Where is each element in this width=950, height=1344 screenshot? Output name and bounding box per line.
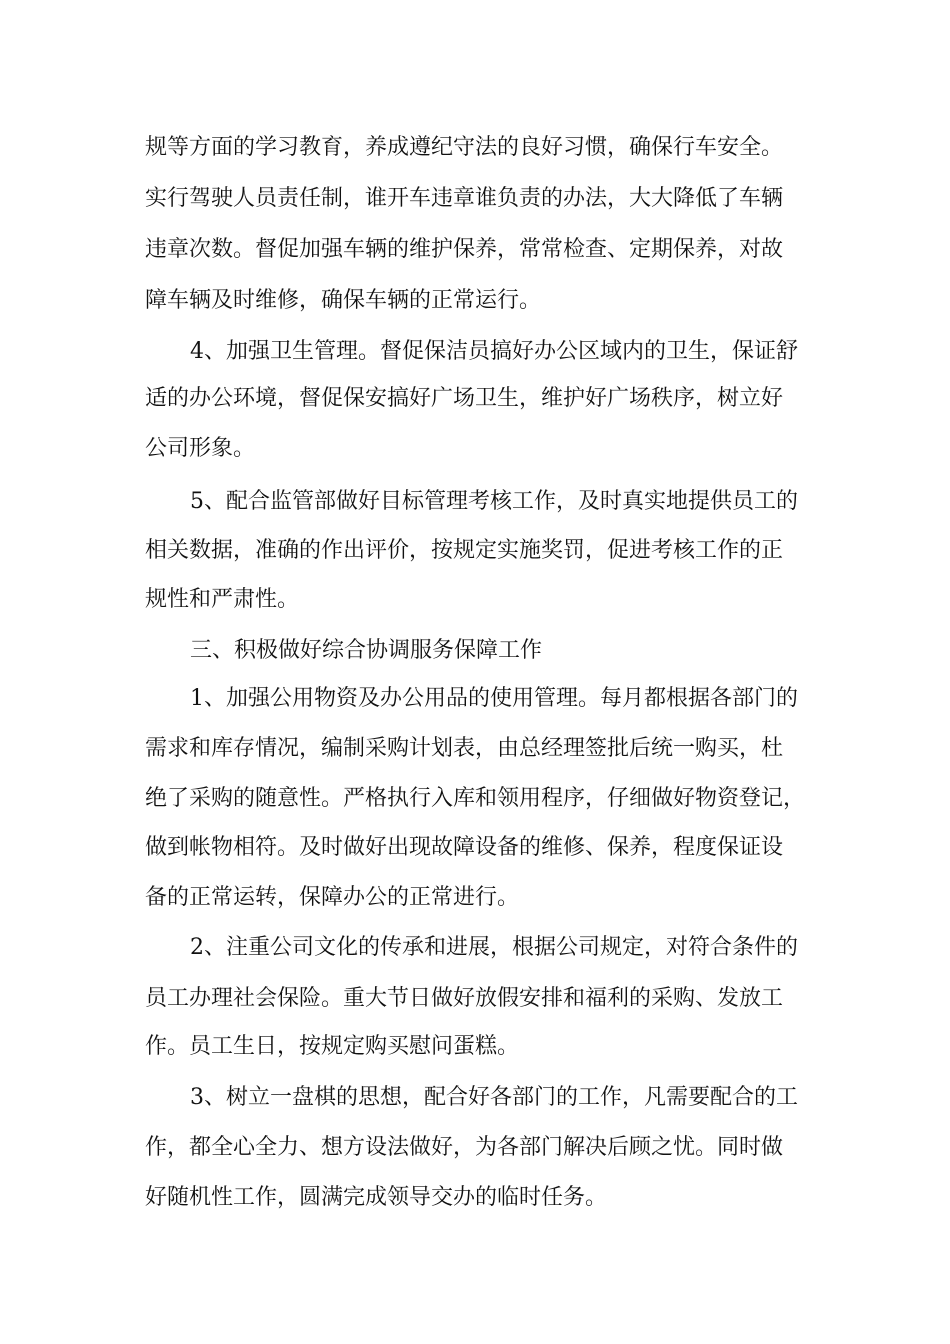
text-line: 做到帐物相符。及时做好出现故障设备的维修、保养，程度保证设	[145, 835, 784, 860]
text-line: 绝了采购的随意性。严格执行入库和领用程序，仔细做好物资登记，	[145, 786, 806, 811]
text-line: 好随机性工作，圆满完成领导交办的临时任务。	[145, 1185, 608, 1210]
text-line: 违章次数。督促加强车辆的维护保养，常常检查、定期保养，对故	[145, 237, 784, 262]
section-heading: 三、积极做好综合协调服务保障工作	[190, 638, 543, 663]
paragraph-first-line: 3、树立一盘棋的思想，配合好各部门的工作，凡需要配合的工	[190, 1085, 798, 1110]
paragraph-first-line: 4、加强卫生管理。督促保洁员搞好办公区域内的卫生，保证舒	[190, 339, 798, 364]
text-line: 规等方面的学习教育，养成遵纪守法的良好习惯，确保行车安全。	[145, 135, 784, 160]
paragraph-first-line: 2、注重公司文化的传承和进展，根据公司规定，对符合条件的	[190, 935, 798, 960]
text-line: 作。员工生日，按规定购买慰问蛋糕。	[145, 1034, 520, 1059]
paragraph-first-line: 5、配合监管部做好目标管理考核工作，及时真实地提供员工的	[190, 489, 798, 514]
text-line: 障车辆及时维修，确保车辆的正常运行。	[145, 288, 542, 313]
paragraph-first-line: 1、加强公用物资及办公用品的使用管理。每月都根据各部门的	[190, 686, 798, 711]
text-line: 公司形象。	[145, 436, 256, 461]
text-line: 规性和严肃性。	[145, 587, 300, 612]
text-line: 适的办公环境，督促保安搞好广场卫生，维护好广场秩序，树立好	[145, 386, 784, 411]
text-line: 相关数据，准确的作出评价，按规定实施奖罚，促进考核工作的正	[145, 538, 784, 563]
text-line: 作，都全心全力、想方设法做好，为各部门解决后顾之忧。同时做	[145, 1135, 784, 1160]
text-line: 员工办理社会保险。重大节日做好放假安排和福利的采购、发放工	[145, 986, 784, 1011]
text-line: 需求和库存情况，编制采购计划表，由总经理签批后统一购买，杜	[145, 736, 784, 761]
text-line: 备的正常运转，保障办公的正常进行。	[145, 885, 520, 910]
text-line: 实行驾驶人员责任制，谁开车违章谁负责的办法，大大降低了车辆	[145, 186, 784, 211]
